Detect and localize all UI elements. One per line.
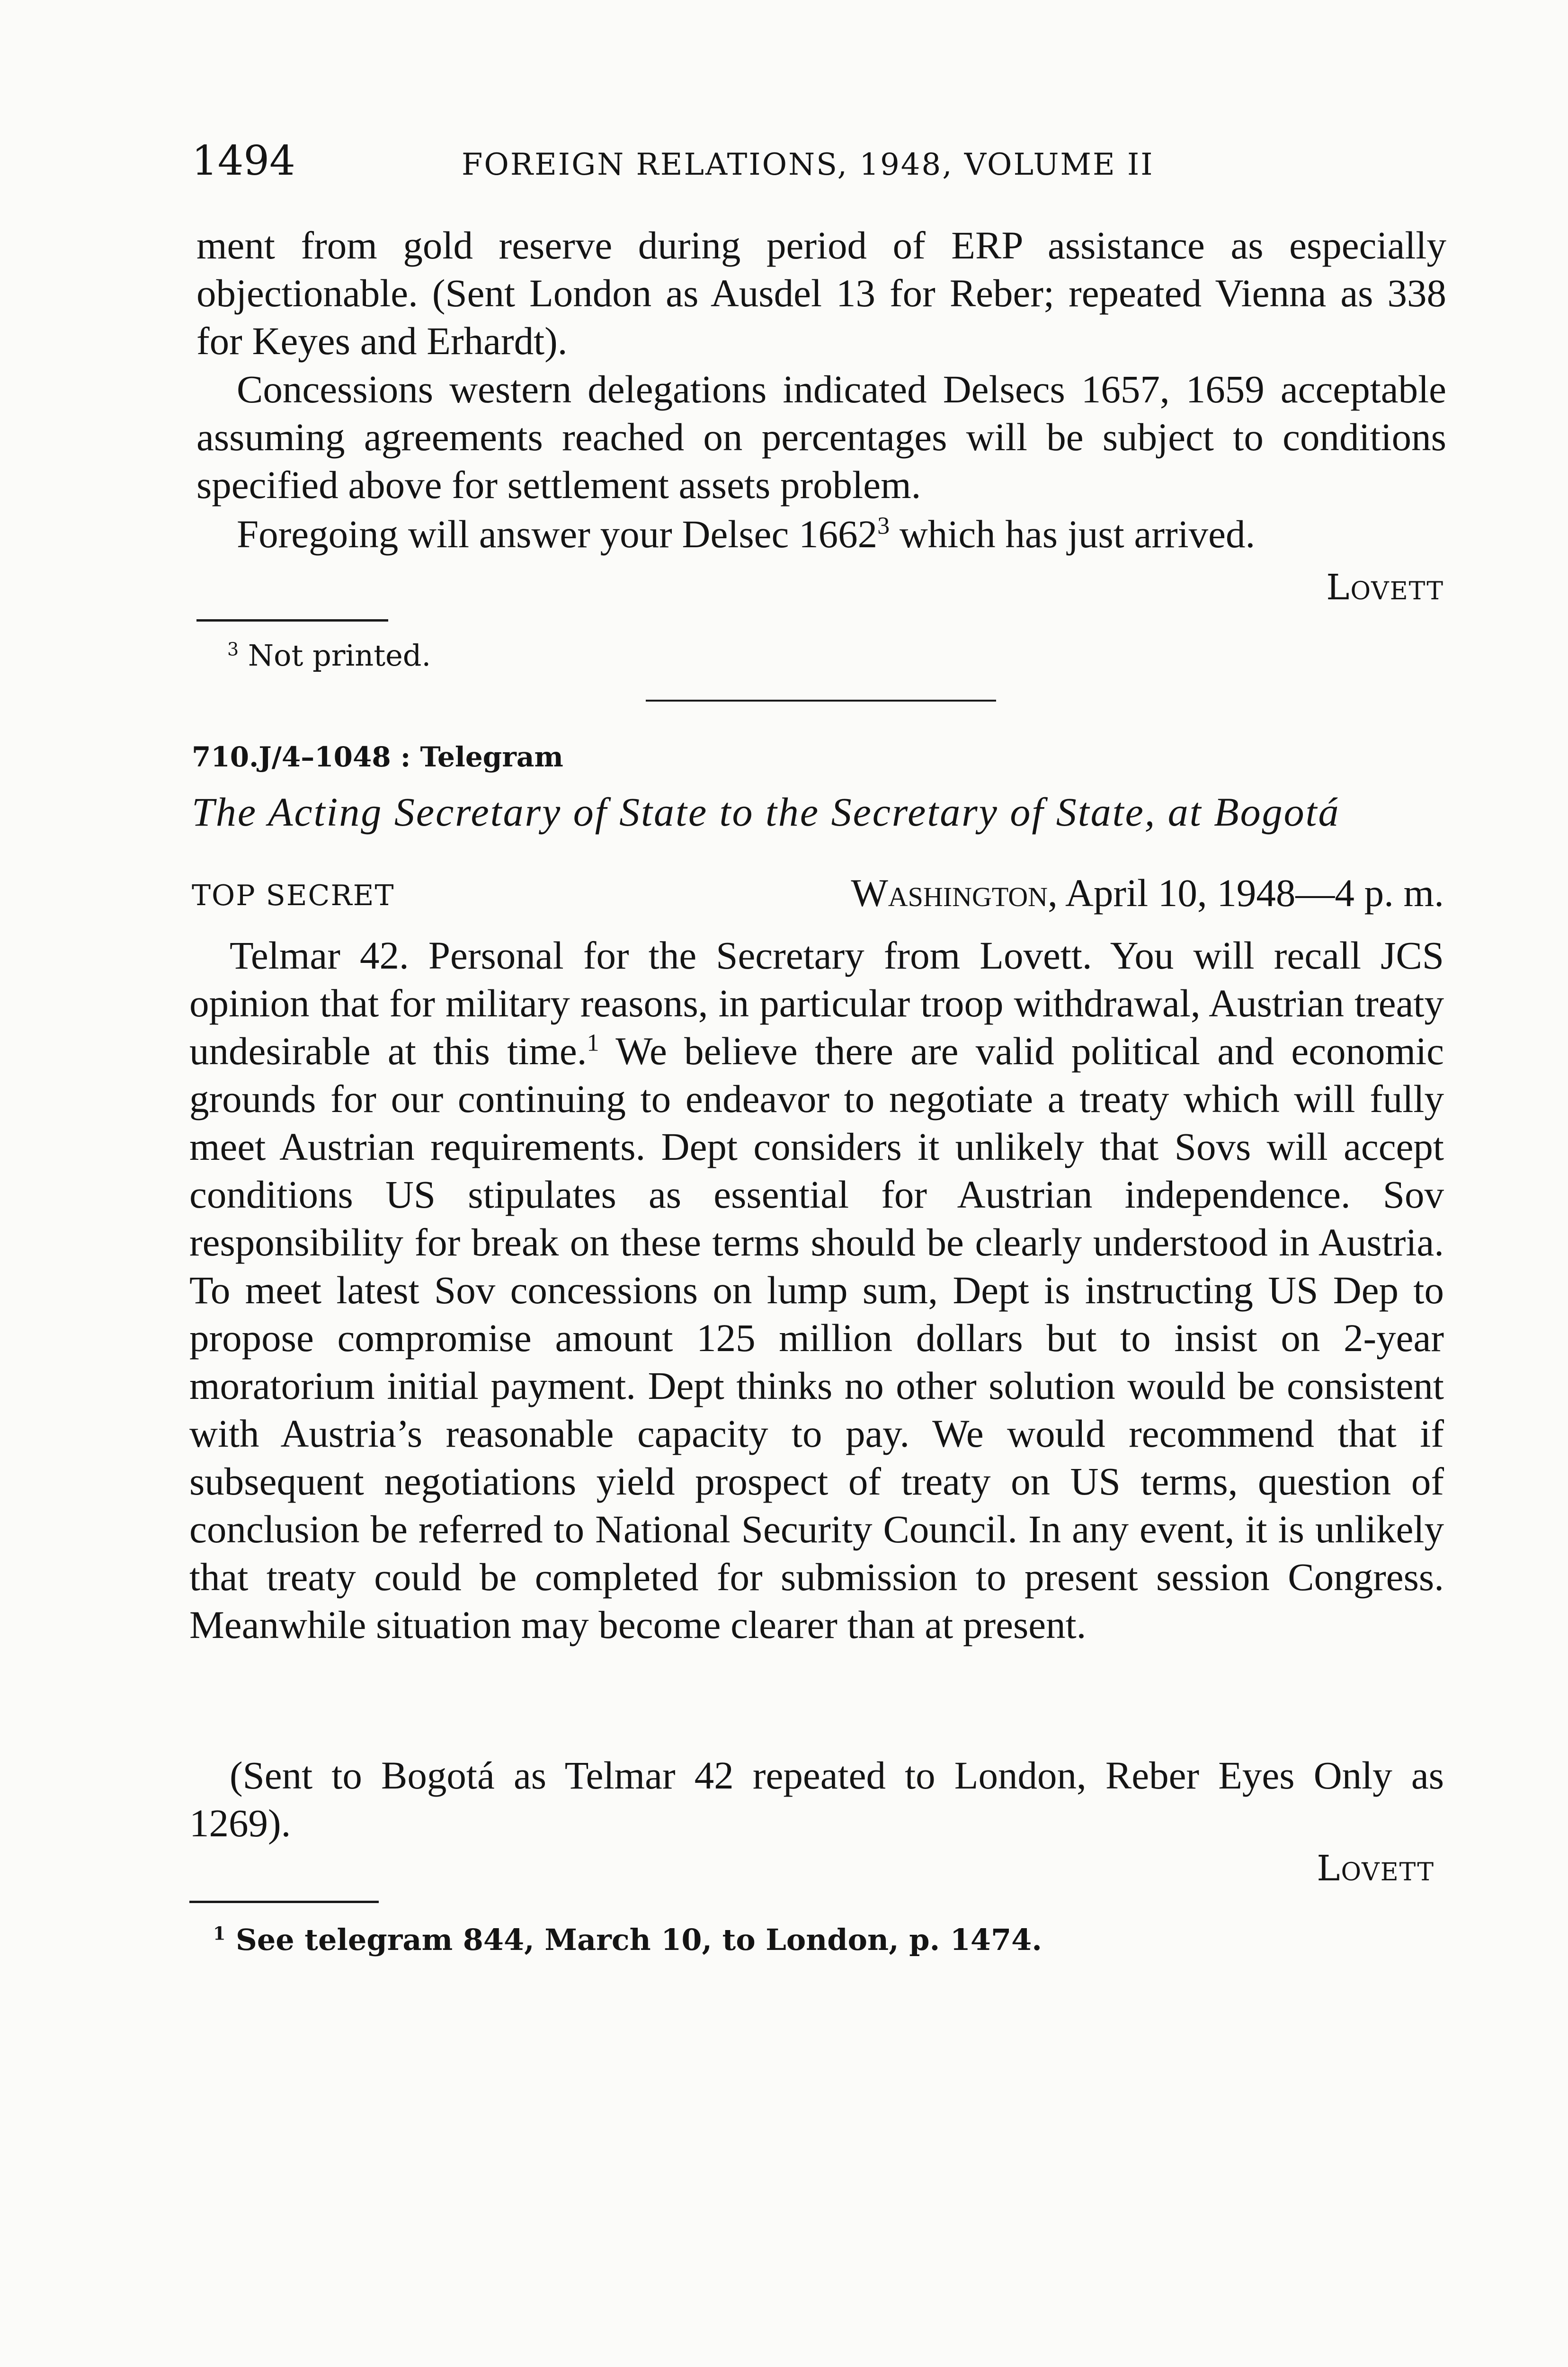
telegram-body-text: Telmar 42. Personal for the Secretary from Lovett. You will recall JCS opinion that for military reasons, in particular troop withdrawal, Austrian treaty undesirable at this time. [189,934,1444,1073]
foregoing-text-end: which has just arrived. [890,512,1256,556]
signature-lovett-2: Lovett [1317,1848,1434,1889]
footnote-divider-2 [189,1901,379,1903]
page-number: 1494 [192,137,295,185]
section-divider [646,700,996,702]
sent-note-paragraph: (Sent to Bogotá as Telmar 42 repeated to London, Reber Eyes Only as 1269). [189,1753,1444,1845]
telegram-body [189,932,1444,1649]
dateline-date: , April 10, 1948—4 p. m. [1048,871,1444,915]
footnote-3-marker: 3 [227,639,239,660]
footnote-1-marker: 1 [213,1922,226,1944]
telegram-body-text-cont: We believe there are valid political and economic grounds for our continuing to endeavor to negotiate a treaty which will fully meet Austrian requirements. Dept considers it unlikely that Sovs will accept conditions US stipulates as essential for Austrian independence. Sov responsibility for break on these terms should be clearly understood in Austria. To meet latest Sov concessions on lump sum, Dept is instructing US Dep to propose compromise amount 125 million dollars but to insist on 2-year moratorium initial payment. Dept thinks no other solution would be consistent with Austria’s reasonable capacity to pay. We would recommend that if subsequent negotiations yield prospect of treaty on US terms, question of conclusion be referred to National Security Council. In any event, it is unlikely that treaty could be completed for submission to present session Congress. Meanwhile situation may become clearer than at present. [189,1029,1444,1646]
footnote-3 [227,637,937,675]
running-head [192,135,1446,187]
footnote-marker-3: 3 [877,512,890,540]
footnote-1 [213,1921,1255,1959]
classification-label: TOP SECRET [192,879,395,912]
foregoing-text: Foregoing will answer your Delsec 1662 [237,512,878,556]
footnote-marker-1: 1 [587,1029,599,1057]
footnote-3-text: Not printed. [248,638,431,673]
continued-paragraph: ment from gold reserve during period of ERP assistance as especially objectionable. (Sent London as Ausdel 13 for Reber; repeated Vienna as 338 for Keyes and Erhardt). [196,223,1446,363]
footnote-divider [196,619,388,622]
file-reference: 710.J/4–1048 : Telegram [192,741,563,773]
concessions-paragraph: Concessions western delegations indicated Delsecs 1657, 1659 acceptable assuming agreements reached on percentages will be subject to conditions specified above for settlement assets problem. [196,367,1446,507]
running-title: FOREIGN RELATIONS, 1948, VOLUME II [462,147,1154,182]
foregoing-paragraph [196,510,1446,558]
dateline [767,869,1444,917]
signature-lovett-1: Lovett [1326,567,1444,608]
footnote-1-text: See telegram 844, March 10, to London, p. 1474. [236,1922,1042,1957]
dateline-place: Washington [851,871,1048,915]
document-heading: The Acting Secretary of State to the Secretary of State, at Bogotá [192,789,1340,835]
